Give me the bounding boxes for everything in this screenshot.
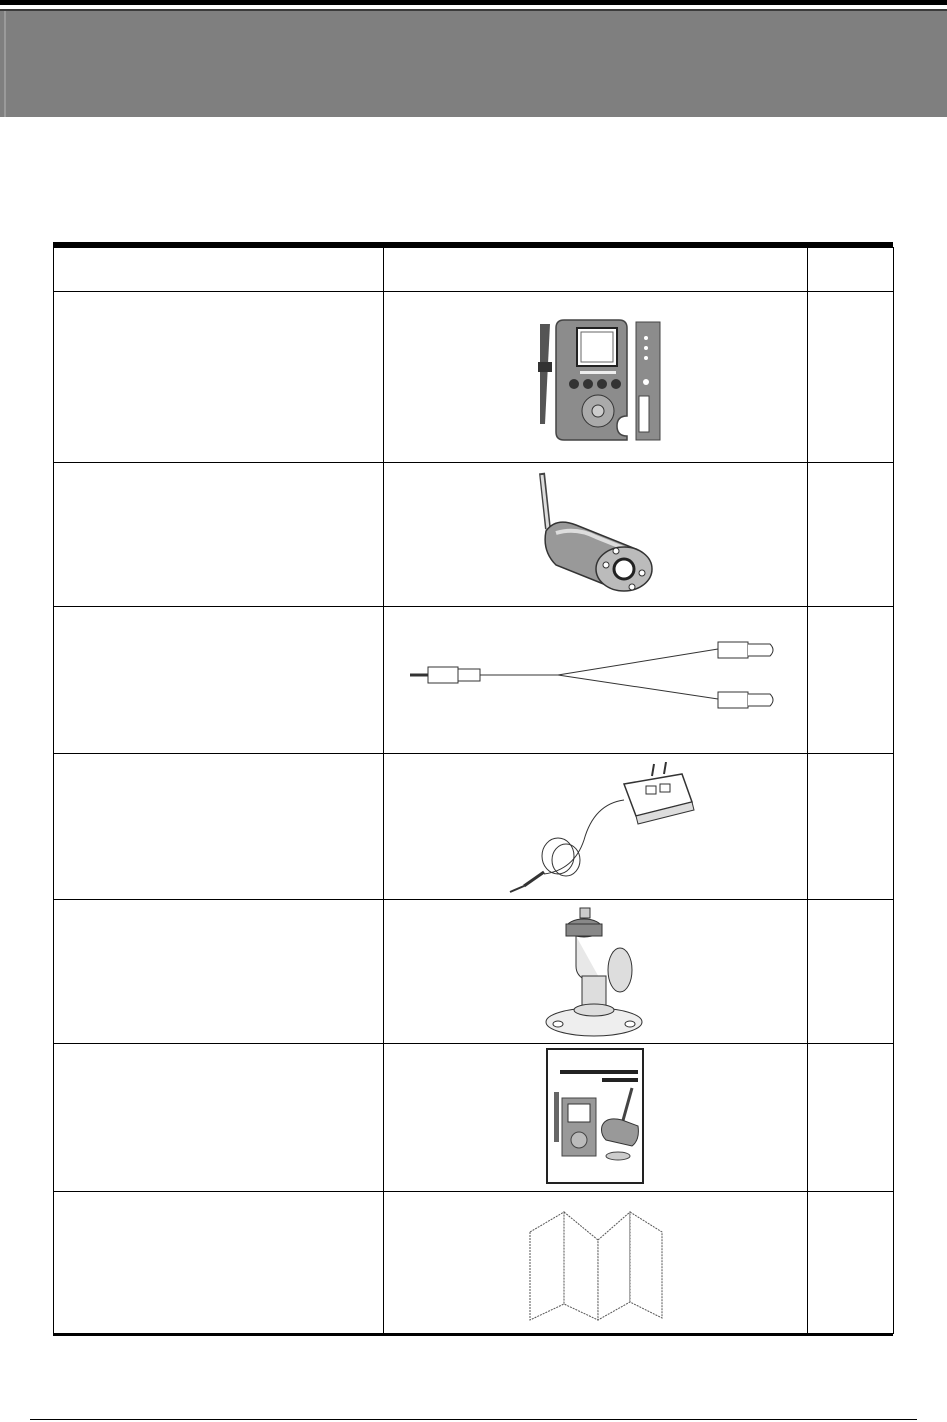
item-quantity — [808, 463, 894, 607]
item-description — [54, 463, 384, 607]
footer-rule — [30, 1419, 917, 1420]
table-row — [54, 754, 894, 900]
table-row — [54, 1192, 894, 1334]
table-row — [54, 1044, 894, 1192]
table-row — [54, 607, 894, 754]
handheld-monitor-image — [528, 316, 678, 442]
item-picture — [384, 292, 808, 463]
table-row — [54, 463, 894, 607]
item-description — [54, 1192, 384, 1334]
item-picture — [384, 754, 808, 900]
item-description — [54, 754, 384, 900]
item-picture — [384, 900, 808, 1044]
item-quantity — [808, 1044, 894, 1192]
camera-stand-image — [544, 906, 654, 1038]
table-header-row — [54, 248, 894, 292]
item-description — [54, 292, 384, 463]
av-cable-image — [408, 641, 784, 713]
top-rule — [0, 0, 947, 5]
package-contents-table — [53, 242, 893, 1336]
quick-guide-image — [528, 1206, 666, 1322]
column-header-item — [54, 248, 384, 292]
item-quantity — [808, 900, 894, 1044]
item-description — [54, 607, 384, 754]
item-description — [54, 1044, 384, 1192]
table-row — [54, 900, 894, 1044]
item-quantity — [808, 607, 894, 754]
item-picture — [384, 1192, 808, 1334]
item-picture — [384, 1044, 808, 1192]
table-bottom-rule — [53, 1334, 893, 1336]
item-picture — [384, 607, 808, 754]
item-quantity — [808, 292, 894, 463]
power-adapter-image — [496, 762, 706, 894]
item-description — [54, 900, 384, 1044]
item-quantity — [808, 754, 894, 900]
table-row — [54, 292, 894, 463]
wireless-camera-image — [528, 469, 678, 599]
item-quantity — [808, 1192, 894, 1334]
user-manual-image — [546, 1048, 646, 1186]
item-picture — [384, 463, 808, 607]
column-header-picture — [384, 248, 808, 292]
column-header-qty — [808, 248, 894, 292]
header-band — [0, 9, 947, 117]
